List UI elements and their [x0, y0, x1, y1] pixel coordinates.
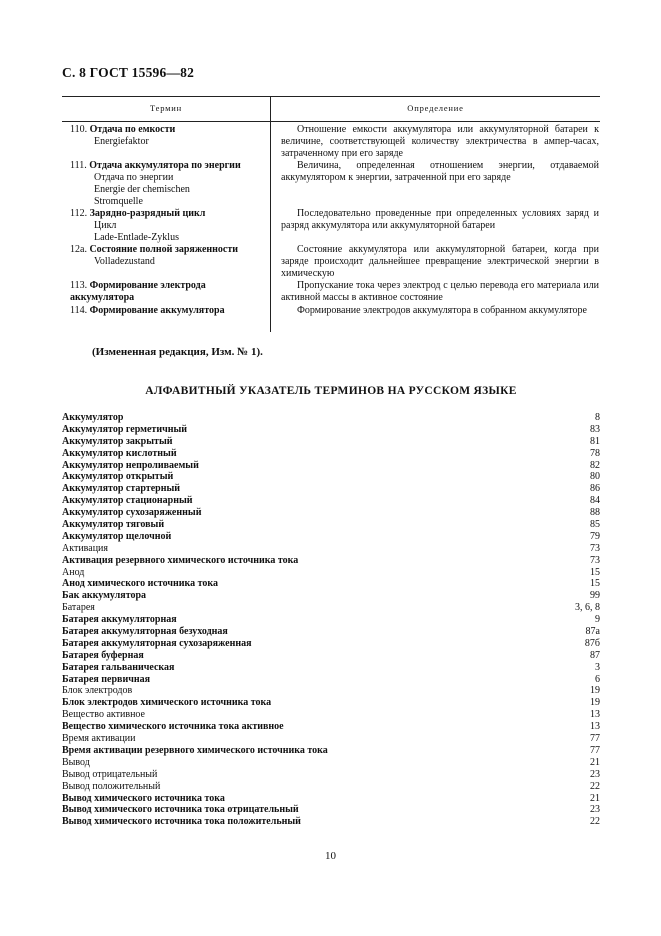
index-term: Батарея аккумуляторная безуходная	[62, 626, 228, 638]
index-entry	[62, 436, 600, 448]
index-entry	[62, 757, 600, 769]
index-entry	[62, 781, 600, 793]
index-page-ref: 13	[590, 709, 600, 721]
term-synonym: Lade-Entlade-Zyklus	[94, 232, 179, 243]
index-title: АЛФАВИТНЫЙ УКАЗАТЕЛЬ ТЕРМИНОВ НА РУССКОМ ЯЗЫКЕ	[145, 385, 517, 397]
page-number: 10	[325, 850, 336, 862]
term-synonym: Volladezustand	[94, 256, 155, 267]
definition-text: Формирование электродов аккумулятора в собранном аккумуляторе	[297, 305, 587, 316]
index-term: Активация	[62, 542, 109, 554]
definition-cell	[281, 208, 599, 232]
index-entry	[62, 412, 600, 424]
index-page-ref: 13	[590, 721, 600, 733]
column-header-definition: Определение	[407, 103, 464, 113]
index-term: Время активации	[62, 733, 136, 745]
index-page-ref: 85	[590, 519, 600, 531]
definition-cell	[281, 280, 599, 304]
index-page-ref: 19	[590, 685, 600, 697]
index-page-ref: 88	[590, 507, 600, 519]
index-page-ref: 77	[590, 744, 600, 756]
index-entry	[62, 507, 600, 519]
index-entry	[62, 460, 600, 472]
term-title: Состояние полной заряженности	[89, 244, 239, 255]
index-term: Аккумулятор щелочной	[62, 530, 172, 542]
index-term: Вывод химического источника тока отрицательный	[62, 804, 299, 816]
index-page-ref: 3, 6, 8	[575, 602, 600, 614]
index-entry	[62, 662, 600, 674]
term-number: 112.	[70, 208, 88, 219]
index-entry	[62, 685, 600, 697]
index-term: Анод	[62, 566, 85, 578]
index-term: Аккумулятор открытый	[62, 471, 174, 483]
index-page-ref: 23	[590, 768, 600, 780]
definition-text: Состояние аккумулятора или аккумуляторной батареи, когда при заряде происходит дальнейшее превращение электрической энергии в химическую	[281, 244, 599, 279]
definition-cell	[281, 305, 599, 317]
definition-cell	[281, 244, 599, 280]
index-term: Батарея гальваническая	[62, 661, 175, 673]
term-title: Отдача по емкости	[89, 124, 176, 135]
index-page-ref: 78	[590, 447, 600, 459]
column-header-term: Термин	[149, 103, 183, 113]
term-synonym: Energiefaktor	[94, 136, 149, 147]
index-entry	[62, 674, 600, 686]
index-page-ref: 23	[590, 804, 600, 816]
index-page-ref: 83	[590, 423, 600, 435]
page-header: С. 8 ГОСТ 15596—82	[62, 65, 195, 80]
term-synonym: Energie der chemischen	[94, 184, 190, 195]
index-term: Блок электродов химического источника тока	[62, 697, 272, 709]
table-top-rule	[62, 96, 600, 97]
index-page-ref: 84	[590, 495, 600, 507]
index-term: Аккумулятор непроливаемый	[62, 459, 199, 471]
index-term: Вывод химического источника тока	[62, 792, 225, 804]
index-term: Аккумулятор сухозаряженный	[62, 507, 202, 519]
index-term: Анод химического источника тока	[62, 578, 219, 590]
definition-cell	[281, 124, 599, 160]
term-synonym: Отдача по энергии	[94, 172, 174, 183]
index-entry	[62, 709, 600, 721]
index-entry	[62, 448, 600, 460]
index-term: Время активации резервного химического источника тока	[62, 744, 328, 756]
index-entry	[62, 721, 600, 733]
index-entry	[62, 543, 600, 555]
index-entry	[62, 471, 600, 483]
index-page-ref: 87б	[584, 637, 600, 649]
index-term: Вывод	[62, 756, 90, 768]
term-cell	[70, 280, 265, 304]
index-entry	[62, 519, 600, 531]
index-entry	[62, 733, 600, 745]
index-term: Батарея	[62, 602, 95, 614]
term-cell	[70, 208, 265, 244]
term-cell	[70, 305, 265, 317]
index-page-ref: 3	[595, 661, 600, 673]
index-page-ref: 82	[590, 459, 600, 471]
index-page-ref: 9	[595, 614, 600, 626]
index-page-ref: 6	[595, 673, 600, 685]
definition-text: Пропускание тока через электрод с целью перевода его материала или активной массы в активное состояние	[281, 280, 599, 303]
index-term: Вывод отрицательный	[62, 768, 158, 780]
index-page-ref: 15	[590, 566, 600, 578]
index-list	[62, 412, 600, 828]
index-term: Активация резервного химического источника тока	[62, 554, 299, 566]
index-page-ref: 22	[590, 780, 600, 792]
term-synonym: Цикл	[94, 220, 117, 231]
index-term: Аккумулятор закрытый	[62, 435, 173, 447]
index-entry	[62, 816, 600, 828]
index-term: Аккумулятор	[62, 412, 124, 423]
index-entry	[62, 793, 600, 805]
index-term: Аккумулятор стартерный	[62, 483, 181, 495]
index-term: Аккумулятор герметичный	[62, 423, 188, 435]
index-page-ref: 73	[590, 554, 600, 566]
term-title: Зарядно-разрядный цикл	[89, 208, 206, 219]
index-entry	[62, 483, 600, 495]
index-entry	[62, 697, 600, 709]
index-term: Аккумулятор тяговый	[62, 519, 165, 531]
index-entry	[62, 531, 600, 543]
index-term: Батарея первичная	[62, 673, 151, 685]
index-page-ref: 73	[590, 542, 600, 554]
term-number: 12а.	[70, 244, 87, 255]
column-divider	[270, 96, 271, 332]
index-entry	[62, 567, 600, 579]
index-term: Бак аккумулятора	[62, 590, 147, 602]
index-page-ref: 87а	[585, 626, 600, 638]
index-term: Вывод положительный	[62, 780, 161, 792]
table-header-rule	[62, 121, 600, 122]
amendment-note: (Измененная редакция, Изм. № 1).	[92, 346, 263, 358]
index-entry	[62, 424, 600, 436]
index-page-ref: 77	[590, 733, 600, 745]
index-page-ref: 86	[590, 483, 600, 495]
definition-cell	[281, 160, 599, 184]
index-page-ref: 80	[590, 471, 600, 483]
index-term: Вещество химического источника тока активное	[62, 721, 284, 733]
index-page-ref: 79	[590, 530, 600, 542]
term-number: 111.	[70, 160, 87, 171]
term-number: 110.	[70, 124, 88, 135]
term-cell	[70, 160, 265, 208]
term-title: Формирование аккумулятора	[89, 305, 225, 316]
index-entry	[62, 614, 600, 626]
definition-text: Отношение емкости аккумулятора или аккумуляторной батареи к величине, соответствующей количеству электричества в ампер-часах, затраченному при его заряде	[281, 124, 599, 159]
index-term: Батарея буферная	[62, 649, 144, 661]
definition-text: Последовательно проведенные при определенных условиях заряд и разряд аккумулятора или аккумуляторной батареи	[281, 208, 599, 231]
index-entry	[62, 745, 600, 757]
index-entry	[62, 578, 600, 590]
index-entry	[62, 602, 600, 614]
term-number: 113.	[70, 280, 88, 291]
term-title: Отдача аккумулятора по энергии	[89, 160, 241, 171]
term-number: 114.	[70, 305, 88, 316]
index-entry	[62, 495, 600, 507]
definition-text: Величина, определенная отношением энергии, отдаваемой аккумулятором к энергии, затраченной при его заряде	[281, 160, 599, 183]
index-page-ref: 8	[595, 412, 600, 423]
index-entry	[62, 555, 600, 567]
index-entry	[62, 638, 600, 650]
index-page-ref: 21	[590, 756, 600, 768]
index-entry	[62, 769, 600, 781]
term-title: Формирование электрода аккумулятора	[70, 280, 206, 303]
index-page-ref: 19	[590, 697, 600, 709]
index-page-ref: 99	[590, 590, 600, 602]
index-term: Батарея аккумуляторная сухозаряженная	[62, 637, 252, 649]
term-cell	[70, 124, 265, 148]
index-term: Блок электродов	[62, 685, 133, 697]
index-entry	[62, 590, 600, 602]
index-page-ref: 81	[590, 435, 600, 447]
index-term: Аккумулятор кислотный	[62, 447, 177, 459]
index-term: Аккумулятор стационарный	[62, 495, 193, 507]
index-entry	[62, 626, 600, 638]
index-page-ref: 87	[590, 649, 600, 661]
index-page-ref: 21	[590, 792, 600, 804]
index-term: Вещество активное	[62, 709, 145, 721]
index-page-ref: 15	[590, 578, 600, 590]
index-term: Батарея аккумуляторная	[62, 614, 177, 626]
index-entry	[62, 804, 600, 816]
term-cell	[70, 244, 265, 268]
term-synonym: Stromquelle	[94, 196, 143, 207]
index-term: Вывод химического источника тока положительный	[62, 816, 301, 828]
index-entry	[62, 650, 600, 662]
index-page-ref: 22	[590, 816, 600, 828]
